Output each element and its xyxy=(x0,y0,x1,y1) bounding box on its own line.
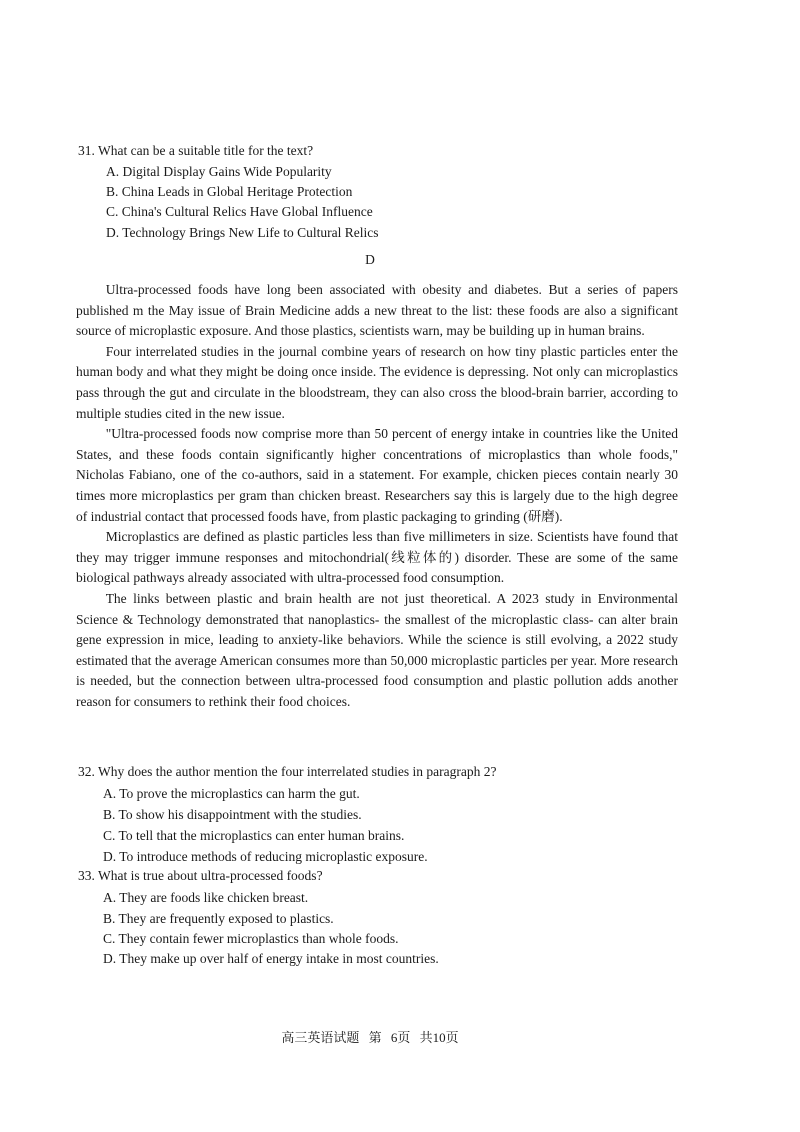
q32-option-a: A. To prove the microplastics can harm the gut. xyxy=(103,786,360,801)
passage-paragraph-2: Four interrelated studies in the journal combine years of research on how tiny plastic particles enter the human body and what they might be doing once inside. The evidence is depressing. Not only can microplastics pass through the gut and circulate in the bloodstream, they can also cross the blood-brain barrier, according to multiple studies cited in the new issue. xyxy=(76,343,678,421)
reading-passage xyxy=(76,280,678,712)
q32-stem: 32. Why does the author mention the four interrelated studies in paragraph 2? xyxy=(78,764,497,779)
q33-option-c: C. They contain fewer microplastics than whole foods. xyxy=(103,931,399,946)
q33-option-d: D. They make up over half of energy intake in most countries. xyxy=(103,951,439,966)
q33-option-a: A. They are foods like chicken breast. xyxy=(103,890,309,905)
q31-option-b: B. China Leads in Global Heritage Protection xyxy=(106,184,353,199)
passage-paragraph-5: The links between plastic and brain health are not just theoretical. A 2023 study in Environmental Science & Technology demonstrated that nanoplastics- the smallest of the microplastic class- can alter brain gene expression in mice, leading to anxiety-like behaviors. While the science is still evolving, a 2022 study estimated that the average American consumes more than 50,000 microplastic particles per year. More research is needed, but the connection between ultra-processed food consumption and plastic pollution adds another reason for consumers to rethink their food choices. xyxy=(76,590,678,709)
q31-stem: 31. What can be a suitable title for the text? xyxy=(78,143,314,158)
q32-option-c: C. To tell that the microplastics can enter human brains. xyxy=(103,828,405,843)
section-label: D xyxy=(365,252,375,267)
q31-option-c: C. China's Cultural Relics Have Global Influence xyxy=(106,204,373,219)
q31-option-d: D. Technology Brings New Life to Cultural Relics xyxy=(106,225,379,240)
q31-option-a: A. Digital Display Gains Wide Popularity xyxy=(106,164,332,179)
passage-paragraph-1: Ultra-processed foods have long been associated with obesity and diabetes. But a series of papers published m the May issue of Brain Medicine adds a new threat to the list: these foods are also a significant source of microplastic exposure. And those plastics, scientists warn, may be building up in human brains. xyxy=(76,282,678,339)
passage-paragraph-3: "Ultra-processed foods now comprise more than 50 percent of energy intake in countries like the United States, and these foods contain significantly higher concentrations of microplastics than whole foods," Nicholas Fabiano, one of the co-authors, said in a statement. For example, chicken pieces contain nearly 30 times more microplastics per gram than chicken breast. Researchers say this is largely due to the high degree of industrial contact that processed foods have, from plastic packaging to grinding (研磨). xyxy=(76,426,678,524)
page-footer: 高三英语试题 第 6页 共10页 xyxy=(281,1030,459,1045)
q33-option-b: B. They are frequently exposed to plastics. xyxy=(103,911,334,926)
q33-stem: 33. What is true about ultra-processed foods? xyxy=(78,868,323,883)
passage-paragraph-4: Microplastics are defined as plastic particles less than five millimeters in size. Scientists have found that they may trigger immune responses and mitochondrial(线粒体的) disorder. These are some of the same biological pathways already associated with ultra-processed food consumption. xyxy=(76,529,678,586)
q32-option-b: B. To show his disappointment with the studies. xyxy=(103,807,362,822)
q32-option-d: D. To introduce methods of reducing microplastic exposure. xyxy=(103,849,428,864)
